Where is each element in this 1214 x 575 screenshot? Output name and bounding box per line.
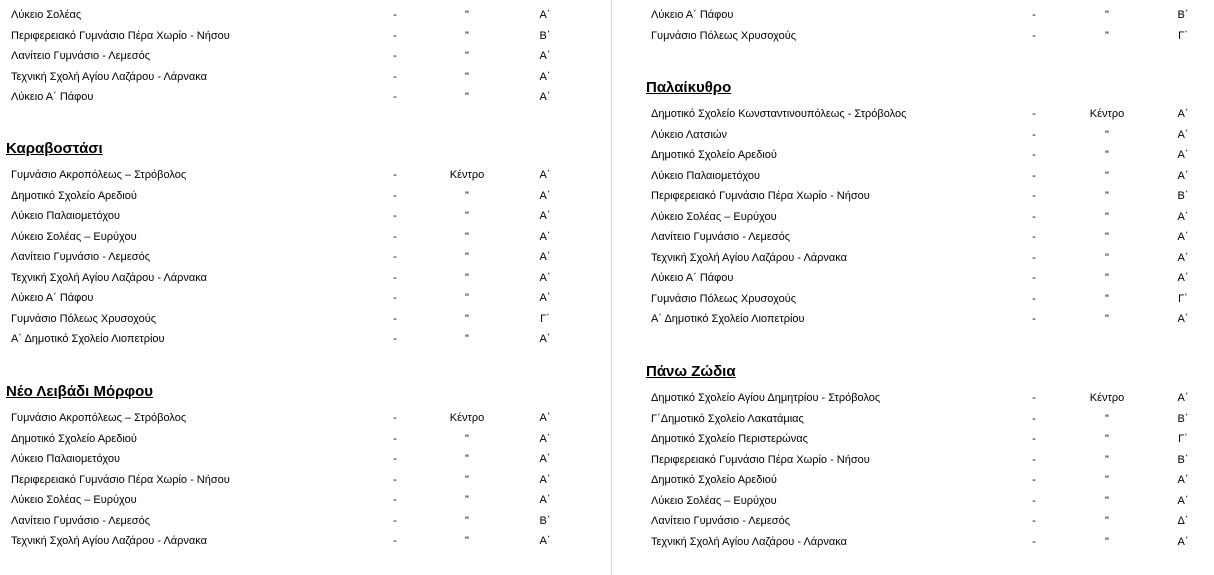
grade-cell: Β΄ (1177, 190, 1189, 202)
list-item (0, 449, 600, 469)
grade-cell: Α΄ (1177, 272, 1189, 284)
list-item (640, 429, 1214, 449)
separator-dash: - (393, 535, 397, 547)
separator-dash: - (1032, 474, 1036, 486)
location-cell: " (465, 494, 469, 506)
separator-dash: - (1032, 190, 1036, 202)
school-name: Τεχνική Σχολή Αγίου Λαζάρου - Λάρνακα (651, 252, 848, 264)
location-cell: " (1105, 211, 1109, 223)
location-cell: " (465, 333, 469, 345)
school-name: Λύκειο Παλαιομετόχου (651, 170, 760, 182)
separator-dash: - (1032, 30, 1036, 42)
grade-cell: Α΄ (539, 210, 551, 222)
grade-cell: Β΄ (539, 515, 551, 527)
separator-dash: - (1032, 252, 1036, 264)
school-name: Λύκειο Λατσιών (651, 129, 727, 141)
location-cell: " (465, 313, 469, 325)
list-item (640, 388, 1214, 408)
separator-dash: - (393, 333, 397, 345)
school-name: Περιφερειακό Γυμνάσιο Πέρα Χωρίο - Νήσου (11, 474, 230, 486)
list-item (0, 247, 600, 267)
grade-cell: Α΄ (539, 251, 551, 263)
separator-dash: - (1032, 515, 1036, 527)
list-item (640, 207, 1214, 227)
grade-cell: Α΄ (1177, 495, 1189, 507)
list-item (0, 531, 600, 551)
separator-dash: - (1032, 536, 1036, 548)
school-name: Δημοτικό Σχολείο Κωνσταντινουπόλεως - Στρόβολος (651, 108, 907, 120)
list-item (0, 490, 600, 510)
school-name: Λύκειο Σολέας (11, 9, 82, 21)
list-item (0, 87, 600, 107)
location-cell: " (465, 210, 469, 222)
school-name: Λανίτειο Γυμνάσιο - Λεμεσός (11, 50, 151, 62)
school-name: Λανίτειο Γυμνάσιο - Λεμεσός (11, 251, 151, 263)
location-cell: " (465, 251, 469, 263)
grade-cell: Γ΄ (1178, 30, 1188, 42)
school-name: Γυμνάσιο Ακροπόλεως – Στρόβολος (11, 169, 187, 181)
grade-cell: Α΄ (539, 272, 551, 284)
grade-cell: Α΄ (539, 535, 551, 547)
location-cell: " (465, 474, 469, 486)
section-heading: Νέο Λειβάδι Μόρφου (6, 383, 154, 400)
grade-cell: Β΄ (539, 30, 551, 42)
location-cell: " (1105, 313, 1109, 325)
school-name: Τεχνική Σχολή Αγίου Λαζάρου - Λάρνακα (651, 536, 848, 548)
separator-dash: - (1032, 495, 1036, 507)
separator-dash: - (393, 251, 397, 263)
grade-cell: Α΄ (539, 91, 551, 103)
separator-dash: - (393, 272, 397, 284)
location-cell: " (465, 453, 469, 465)
separator-dash: - (393, 169, 397, 181)
separator-dash: - (393, 412, 397, 424)
separator-dash: - (1032, 231, 1036, 243)
list-item (640, 227, 1214, 247)
school-name: Γυμνάσιο Πόλεως Χρυσοχούς (11, 313, 157, 325)
list-item (640, 470, 1214, 490)
location-cell: " (465, 9, 469, 21)
separator-dash: - (1032, 108, 1036, 120)
school-name: Δημοτικό Σχολείο Αρεδιού (651, 149, 777, 161)
list-item (640, 186, 1214, 206)
section-heading: Πάνω Ζώδια (646, 363, 736, 380)
location-cell: " (1105, 30, 1109, 42)
school-name: Περιφερειακό Γυμνάσιο Πέρα Χωρίο - Νήσου (651, 454, 870, 466)
list-item (0, 511, 600, 531)
separator-dash: - (393, 515, 397, 527)
list-item (640, 145, 1214, 165)
location-cell: " (1105, 515, 1109, 527)
separator-dash: - (393, 231, 397, 243)
grade-cell: Α΄ (539, 169, 551, 181)
grade-cell: Β΄ (1177, 413, 1189, 425)
location-cell: Κέντρο (449, 169, 485, 181)
separator-dash: - (393, 474, 397, 486)
school-name: Περιφερειακό Γυμνάσιο Πέρα Χωρίο - Νήσου (651, 190, 870, 202)
grade-cell: Γ΄ (540, 313, 550, 325)
school-name: Λύκειο Α΄ Πάφου (651, 9, 734, 21)
list-item (0, 227, 600, 247)
separator-dash: - (393, 9, 397, 21)
school-name: Περιφερειακό Γυμνάσιο Πέρα Χωρίο - Νήσου (11, 30, 230, 42)
grade-cell: Α΄ (539, 9, 551, 21)
list-item (640, 511, 1214, 531)
school-name: Τεχνική Σχολή Αγίου Λαζάρου - Λάρνακα (11, 535, 208, 547)
location-cell: " (465, 535, 469, 547)
location-cell: " (1105, 252, 1109, 264)
school-name: Τεχνική Σχολή Αγίου Λαζάρου - Λάρνακα (11, 272, 208, 284)
location-cell: " (1105, 495, 1109, 507)
separator-dash: - (393, 71, 397, 83)
school-name: Δημοτικό Σχολείο Αρεδιού (11, 433, 137, 445)
school-name: Δημοτικό Σχολείο Περιστερώνας (651, 433, 808, 445)
grade-cell: Α΄ (539, 292, 551, 304)
list-item (640, 5, 1214, 25)
list-item (0, 165, 600, 185)
list-item (640, 248, 1214, 268)
grade-cell: Α΄ (539, 333, 551, 345)
school-name: Λύκειο Σολέας – Ευρύχου (651, 211, 777, 223)
location-cell: " (1105, 231, 1109, 243)
location-cell: " (1105, 272, 1109, 284)
location-cell: Κέντρο (1089, 392, 1125, 404)
grade-cell: Α΄ (539, 494, 551, 506)
location-cell: " (1105, 129, 1109, 141)
list-item (640, 532, 1214, 552)
school-name: Δημοτικό Σχολείο Αρεδιού (11, 190, 137, 202)
separator-dash: - (1032, 170, 1036, 182)
school-name: Γυμνάσιο Ακροπόλεως – Στρόβολος (11, 412, 187, 424)
location-cell: " (465, 515, 469, 527)
grade-cell: Α΄ (1177, 129, 1189, 141)
school-name: Δημοτικό Σχολείο Αρεδιού (651, 474, 777, 486)
list-item (640, 491, 1214, 511)
location-cell: " (465, 231, 469, 243)
separator-dash: - (1032, 392, 1036, 404)
list-item (0, 429, 600, 449)
separator-dash: - (393, 50, 397, 62)
separator-dash: - (1032, 454, 1036, 466)
list-item (640, 309, 1214, 329)
separator-dash: - (393, 292, 397, 304)
list-item (0, 67, 600, 87)
separator-dash: - (1032, 293, 1036, 305)
separator-dash: - (393, 210, 397, 222)
school-name: Α΄ Δημοτικό Σχολείο Λιοπετρίου (651, 313, 805, 325)
list-item (640, 166, 1214, 186)
location-cell: " (1105, 170, 1109, 182)
location-cell: " (465, 272, 469, 284)
separator-dash: - (1032, 413, 1036, 425)
school-name: Γυμνάσιο Πόλεως Χρυσοχούς (651, 293, 797, 305)
location-cell: " (1105, 149, 1109, 161)
grade-cell: Α΄ (539, 50, 551, 62)
list-item (0, 26, 600, 46)
separator-dash: - (1032, 433, 1036, 445)
list-item (0, 329, 600, 349)
separator-dash: - (1032, 272, 1036, 284)
list-item (0, 288, 600, 308)
grade-cell: Α΄ (1177, 108, 1189, 120)
section-heading: Παλαίκυθρο (646, 79, 732, 96)
school-name: Λύκειο Α΄ Πάφου (11, 91, 94, 103)
location-cell: " (465, 71, 469, 83)
grade-cell: Α΄ (539, 453, 551, 465)
grade-cell: Α΄ (539, 433, 551, 445)
grade-cell: Α΄ (1177, 313, 1189, 325)
grade-cell: Α΄ (1177, 170, 1189, 182)
separator-dash: - (393, 313, 397, 325)
location-cell: Κέντρο (1089, 108, 1125, 120)
location-cell: " (465, 292, 469, 304)
school-name: Λανίτειο Γυμνάσιο - Λεμεσός (11, 515, 151, 527)
school-name: Τεχνική Σχολή Αγίου Λαζάρου - Λάρνακα (11, 71, 208, 83)
grade-cell: Α΄ (1177, 392, 1189, 404)
list-item (0, 268, 600, 288)
separator-dash: - (1032, 211, 1036, 223)
school-name: Λύκειο Α΄ Πάφου (651, 272, 734, 284)
school-name: Γ΄Δημοτικό Σχολείο Λακατάμιας (651, 413, 804, 425)
list-item (0, 186, 600, 206)
location-cell: " (1105, 536, 1109, 548)
grade-cell: Α΄ (539, 231, 551, 243)
grade-cell: Α΄ (1177, 149, 1189, 161)
list-item (640, 104, 1214, 124)
list-item (0, 408, 600, 428)
list-item (640, 268, 1214, 288)
grade-cell: Δ΄ (1177, 515, 1189, 527)
school-name: Α΄ Δημοτικό Σχολείο Λιοπετρίου (11, 333, 165, 345)
location-cell: " (1105, 413, 1109, 425)
grade-cell: Β΄ (1177, 454, 1189, 466)
school-name: Λύκειο Σολέας – Ευρύχου (651, 495, 777, 507)
grade-cell: Β΄ (1177, 9, 1189, 21)
list-item (0, 46, 600, 66)
school-name: Λύκειο Σολέας – Ευρύχου (11, 231, 137, 243)
school-name: Γυμνάσιο Πόλεως Χρυσοχούς (651, 30, 797, 42)
location-cell: " (1105, 190, 1109, 202)
location-cell: " (465, 50, 469, 62)
separator-dash: - (393, 190, 397, 202)
location-cell: " (465, 433, 469, 445)
list-item (640, 450, 1214, 470)
grade-cell: Α΄ (539, 412, 551, 424)
list-item (640, 26, 1214, 46)
grade-cell: Γ΄ (1178, 293, 1188, 305)
grade-cell: Α΄ (1177, 231, 1189, 243)
location-cell: " (1105, 474, 1109, 486)
grade-cell: Α΄ (539, 474, 551, 486)
list-item (640, 409, 1214, 429)
location-cell: " (1105, 433, 1109, 445)
separator-dash: - (393, 30, 397, 42)
location-cell: " (465, 91, 469, 103)
list-item (0, 470, 600, 490)
school-name: Λύκειο Παλαιομετόχου (11, 453, 120, 465)
school-name: Δημοτικό Σχολείο Αγίου Δημητρίου - Στρόβολος (651, 392, 881, 404)
school-name: Λανίτειο Γυμνάσιο - Λεμεσός (651, 231, 791, 243)
list-item (640, 125, 1214, 145)
school-name: Λύκειο Παλαιομετόχου (11, 210, 120, 222)
separator-dash: - (393, 494, 397, 506)
separator-dash: - (393, 453, 397, 465)
list-item (0, 309, 600, 329)
location-cell: " (1105, 293, 1109, 305)
grade-cell: Α΄ (539, 190, 551, 202)
grade-cell: Γ΄ (1178, 433, 1188, 445)
separator-dash: - (1032, 313, 1036, 325)
separator-dash: - (1032, 9, 1036, 21)
separator-dash: - (1032, 149, 1036, 161)
grade-cell: Α΄ (1177, 211, 1189, 223)
location-cell: " (465, 30, 469, 42)
grade-cell: Α΄ (539, 71, 551, 83)
location-cell: " (1105, 454, 1109, 466)
list-item (0, 5, 600, 25)
school-name: Λανίτειο Γυμνάσιο - Λεμεσός (651, 515, 791, 527)
grade-cell: Α΄ (1177, 536, 1189, 548)
location-cell: Κέντρο (449, 412, 485, 424)
list-item (0, 206, 600, 226)
separator-dash: - (1032, 129, 1036, 141)
location-cell: " (465, 190, 469, 202)
school-name: Λύκειο Α΄ Πάφου (11, 292, 94, 304)
grade-cell: Α΄ (1177, 474, 1189, 486)
column-divider (611, 0, 612, 575)
separator-dash: - (393, 433, 397, 445)
grade-cell: Α΄ (1177, 252, 1189, 264)
list-item (640, 289, 1214, 309)
section-heading: Καραβοστάσι (6, 140, 103, 157)
location-cell: " (1105, 9, 1109, 21)
school-name: Λύκειο Σολέας – Ευρύχου (11, 494, 137, 506)
separator-dash: - (393, 91, 397, 103)
